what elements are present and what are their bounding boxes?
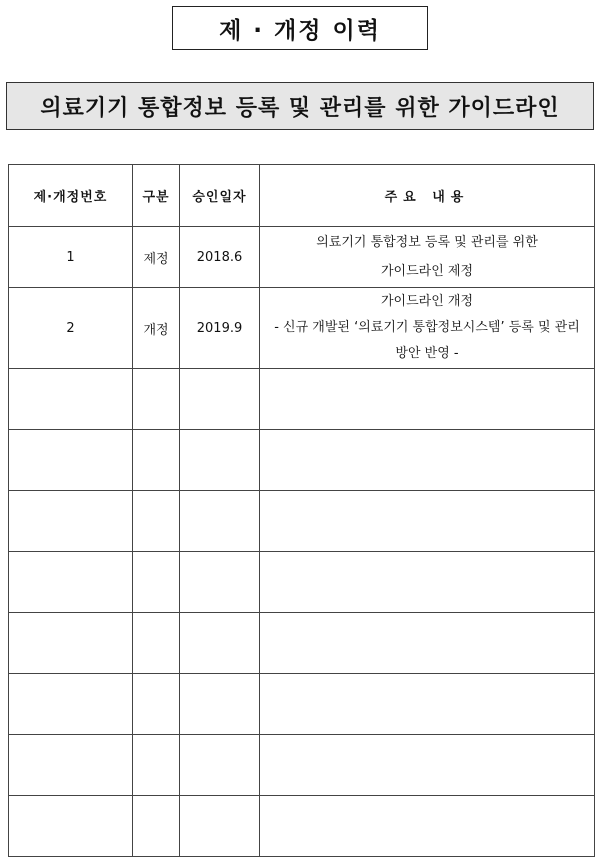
cell-approval-date: 2018.6	[180, 227, 260, 288]
empty-cell	[9, 735, 133, 796]
empty-cell	[133, 796, 180, 857]
empty-table-row	[9, 369, 595, 430]
empty-cell	[260, 735, 595, 796]
cell-revision-number: 1	[9, 227, 133, 288]
empty-cell	[9, 613, 133, 674]
empty-table-row	[9, 613, 595, 674]
cell-main-content	[260, 227, 595, 288]
empty-table-row	[9, 796, 595, 857]
empty-cell	[9, 796, 133, 857]
empty-cell	[260, 674, 595, 735]
empty-cell	[9, 674, 133, 735]
empty-cell	[260, 552, 595, 613]
header-revision-number: 제·개정번호	[9, 165, 133, 227]
cell-approval-date: 2019.9	[180, 288, 260, 369]
empty-table-row	[9, 430, 595, 491]
empty-cell	[180, 674, 260, 735]
empty-cell	[180, 796, 260, 857]
table-row	[9, 227, 595, 288]
empty-cell	[180, 491, 260, 552]
empty-cell	[260, 491, 595, 552]
empty-table-row	[9, 674, 595, 735]
table-row	[9, 288, 595, 369]
empty-cell	[133, 552, 180, 613]
empty-cell	[9, 430, 133, 491]
empty-cell	[133, 674, 180, 735]
empty-cell	[133, 491, 180, 552]
empty-cell	[9, 369, 133, 430]
content-line: 방안 반영 -	[395, 346, 459, 361]
empty-cell	[133, 735, 180, 796]
empty-cell	[133, 613, 180, 674]
table-header-row	[9, 165, 595, 227]
content-line: - 신규 개발된 ‘의료기기 통합정보시스템’ 등록 및 관리	[274, 320, 580, 335]
empty-cell	[180, 369, 260, 430]
empty-cell	[260, 613, 595, 674]
empty-cell	[180, 552, 260, 613]
empty-cell	[260, 430, 595, 491]
content-line: 의료기기 통합정보 등록 및 관리를 위한	[316, 235, 538, 250]
empty-cell	[133, 430, 180, 491]
empty-table-row	[9, 552, 595, 613]
document-title: 제 · 개정 이력	[172, 6, 428, 50]
guideline-title-banner: 의료기기 통합정보 등록 및 관리를 위한 가이드라인	[6, 82, 594, 130]
cell-revision-number: 2	[9, 288, 133, 369]
empty-cell	[9, 491, 133, 552]
content-line: 가이드라인 개정	[380, 294, 474, 309]
empty-cell	[9, 552, 133, 613]
header-approval-date: 승인일자	[180, 165, 260, 227]
revision-history-table	[8, 164, 595, 857]
cell-main-content	[260, 288, 595, 369]
empty-cell	[133, 369, 180, 430]
empty-cell	[180, 735, 260, 796]
header-type: 구분	[133, 165, 180, 227]
empty-cell	[180, 613, 260, 674]
cell-type: 개정	[133, 288, 180, 369]
empty-cell	[260, 796, 595, 857]
empty-cell	[180, 430, 260, 491]
content-line: 가이드라인 제정	[380, 264, 474, 279]
empty-table-row	[9, 491, 595, 552]
empty-cell	[260, 369, 595, 430]
empty-table-row	[9, 735, 595, 796]
cell-type: 제정	[133, 227, 180, 288]
header-main-content: 주요 내용	[260, 165, 595, 227]
